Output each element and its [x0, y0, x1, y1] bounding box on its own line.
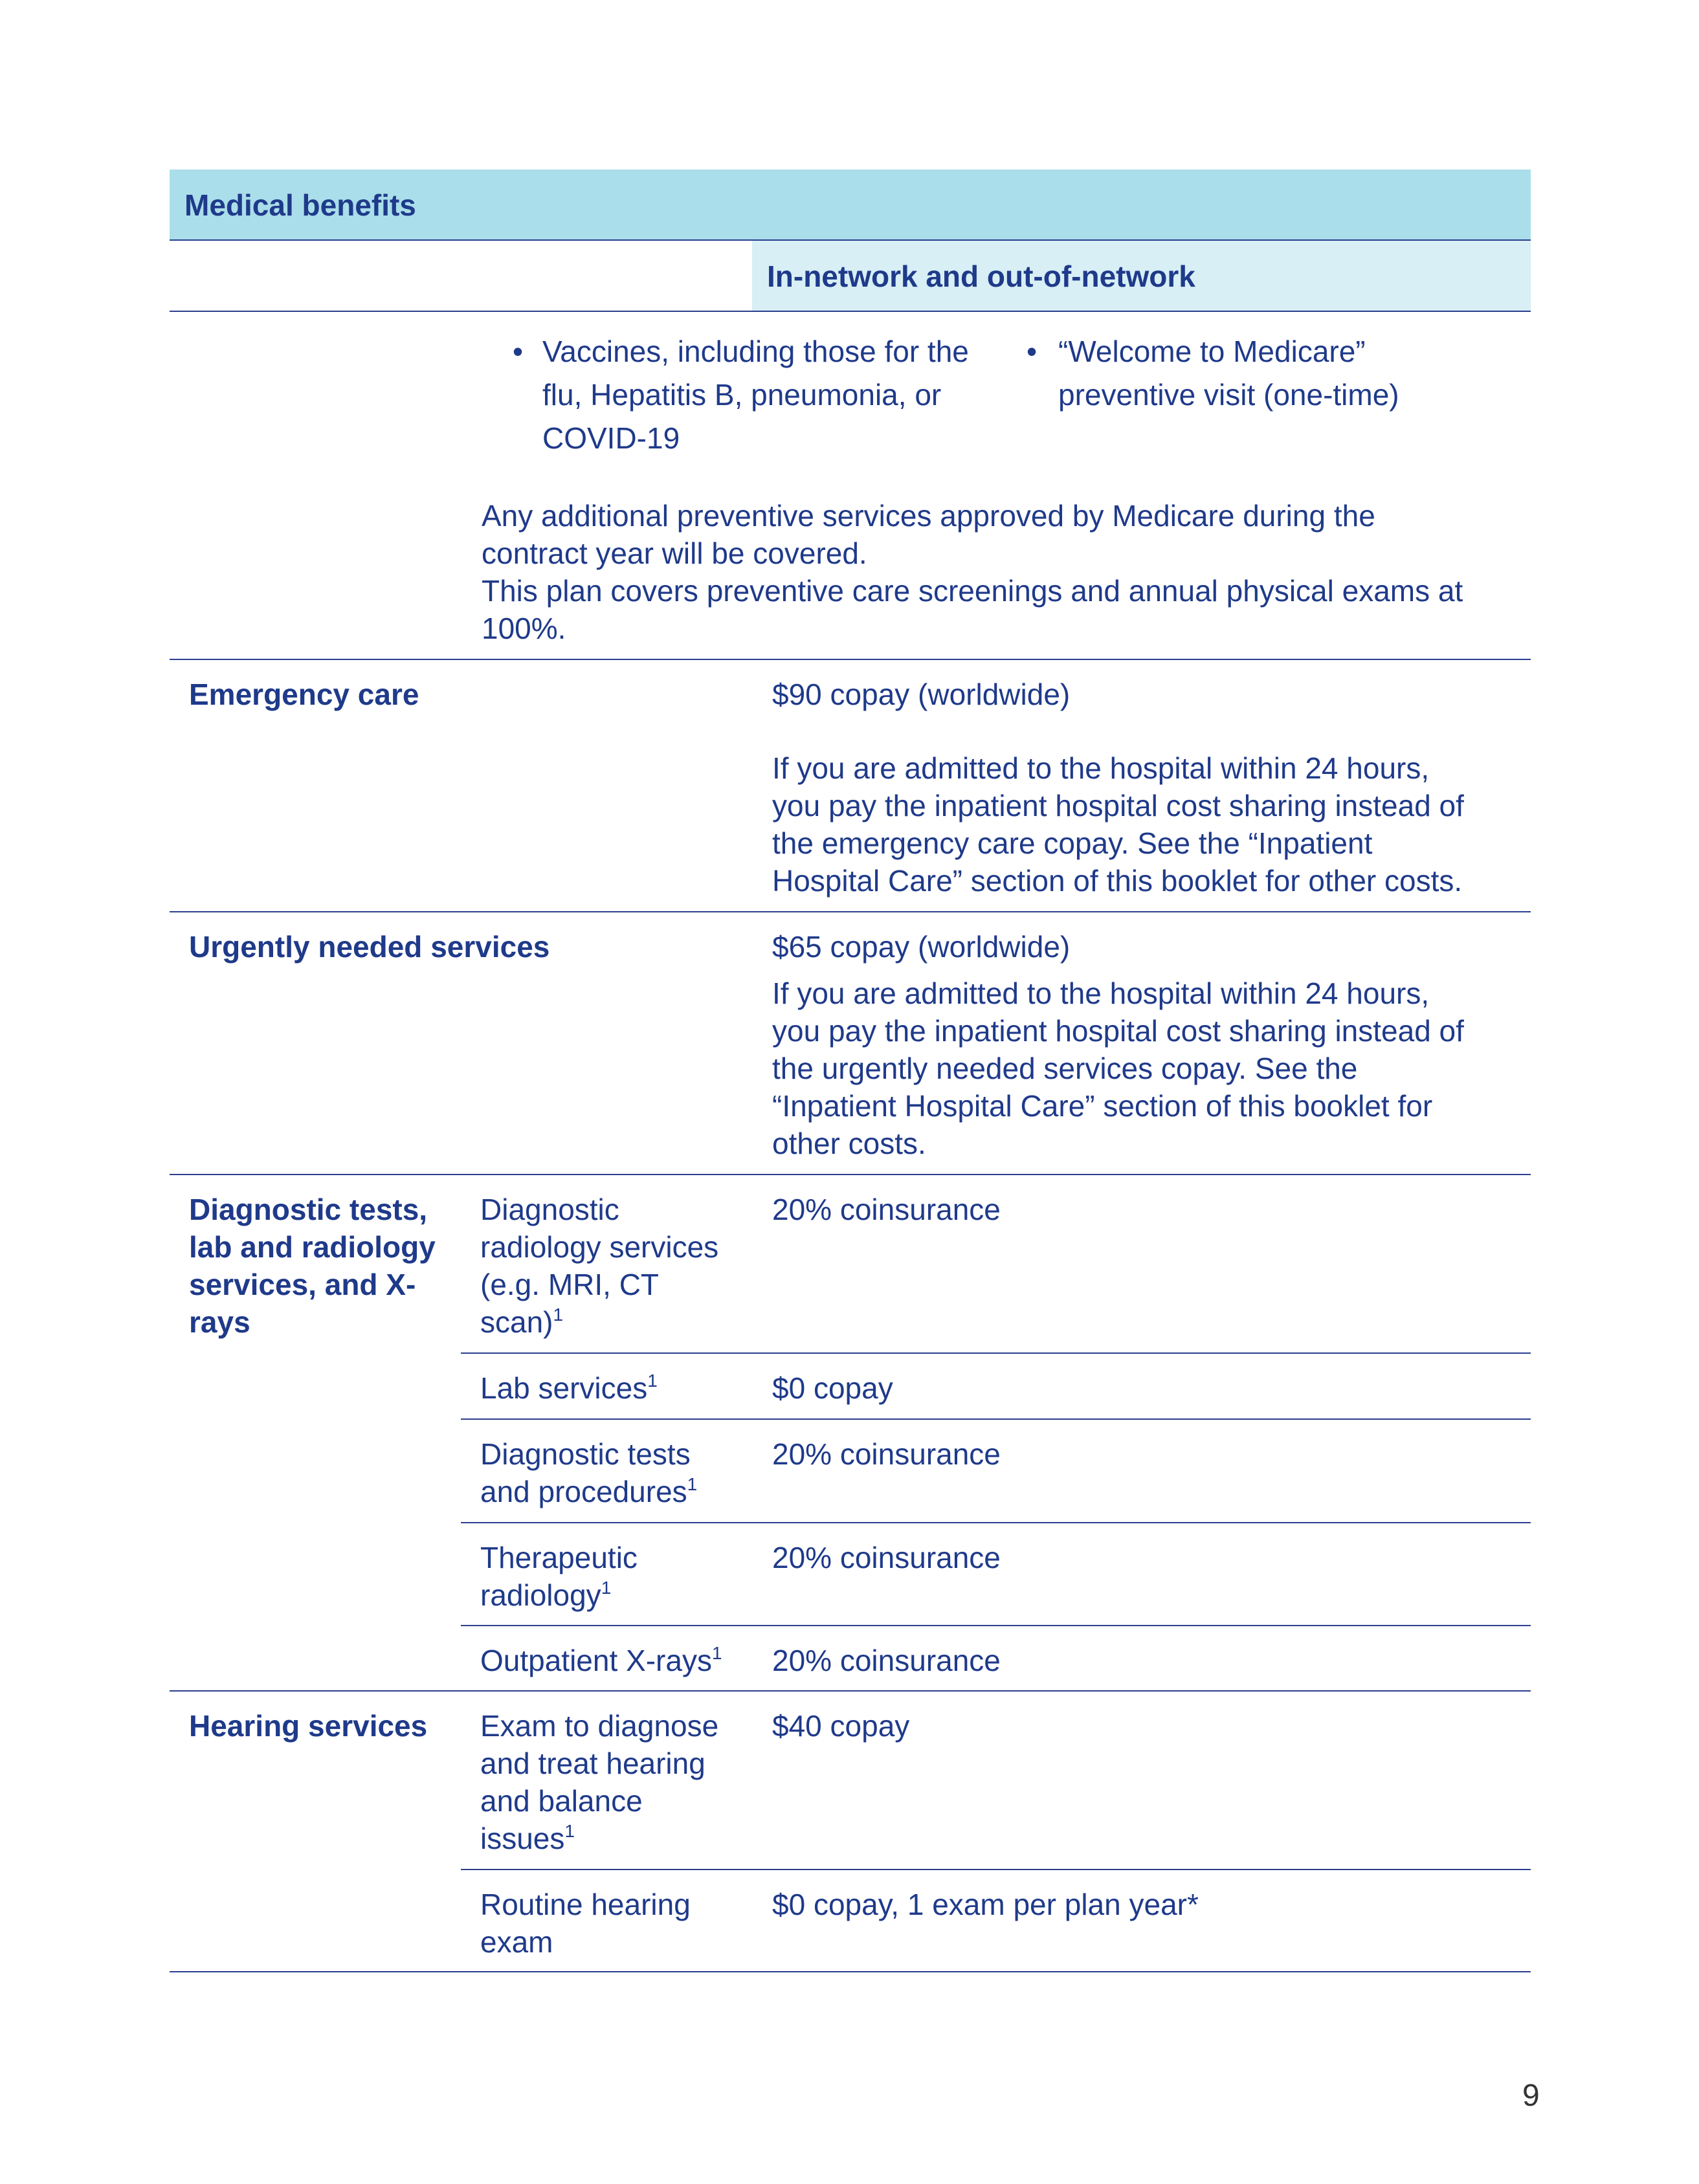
- hearing-exam-service: Exam to diagnose and treat hearing and balance issues$^1$: [480, 1709, 719, 1855]
- emergency-care-cost: $90 copay (worldwide): [772, 678, 1071, 711]
- urgent-services-cost: $65 copay (worldwide): [772, 930, 1071, 964]
- diagnostic-tests-service: Diagnostic tests and procedures$^1$: [480, 1437, 698, 1508]
- urgent-services-label: Urgently needed services: [189, 930, 550, 964]
- preventive-note: Any additional preventive services approved by Medicare during the contract year will be covered. This plan covers preventive care screenings and annual physical exams at 100%.: [482, 499, 1463, 645]
- divider: [170, 1690, 1531, 1692]
- divider: [170, 1971, 1531, 1972]
- column-header: In-network and out-of-network: [767, 259, 1195, 293]
- emergency-care-label: Emergency care: [189, 678, 419, 711]
- therapeutic-radiology-service: Therapeutic radiology$^1$: [480, 1541, 638, 1612]
- routine-hearing-service: Routine hearing exam: [480, 1888, 691, 1959]
- preventive-bullet-right: “Welcome to Medicare” preventive visit (one-time): [1058, 335, 1399, 412]
- outpatient-xrays-service: Outpatient X-rays$^1$: [480, 1642, 722, 1677]
- emergency-care-note: If you are admitted to the hospital within 24 hours, you pay the inpatient hospital cost sharing instead of the emergency care copay. See the “Inpatient Hospital Care” section of this booklet for other costs.: [772, 751, 1464, 898]
- divider: [170, 659, 1531, 660]
- hearing-services-label: Hearing services: [189, 1709, 428, 1743]
- therapeutic-radiology-cost: 20% coinsurance: [772, 1541, 1001, 1574]
- lab-services-service: Lab services$^1$: [480, 1370, 658, 1405]
- diagnostic-radiology-cost: 20% coinsurance: [772, 1193, 1001, 1226]
- divider: [461, 1625, 1531, 1626]
- divider: [170, 911, 1531, 912]
- divider: [170, 1174, 1531, 1175]
- urgent-services-note: If you are admitted to the hospital within 24 hours, you pay the inpatient hospital cost sharing instead of the urgently needed services copay. See the “Inpatient Hospital Care” section of this booklet for other costs.: [772, 976, 1464, 1160]
- routine-hearing-cost: $0 copay, 1 exam per plan year*: [772, 1888, 1199, 1921]
- bullet: •: [513, 335, 524, 368]
- bullet: •: [1027, 335, 1038, 368]
- diagnostic-tests-cost: 20% coinsurance: [772, 1437, 1001, 1471]
- page-number: 9: [1522, 2079, 1540, 2113]
- divider: [461, 1522, 1531, 1523]
- divider: [170, 311, 1531, 312]
- lab-services-cost: $0 copay: [772, 1371, 893, 1405]
- diagnostic-radiology-service: Diagnostic radiology services (e.g. MRI, CT scan)$^1$: [480, 1193, 719, 1339]
- divider: [461, 1418, 1531, 1420]
- outpatient-xrays-cost: 20% coinsurance: [772, 1644, 1001, 1677]
- divider: [461, 1352, 1531, 1354]
- diagnostic-label: Diagnostic tests, lab and radiology services, and X- rays: [189, 1193, 436, 1339]
- preventive-bullet-left: Vaccines, including those for the flu, Hepatitis B, pneumonia, or COVID-19: [542, 335, 969, 455]
- divider: [461, 1869, 1531, 1870]
- hearing-exam-cost: $40 copay: [772, 1709, 910, 1743]
- table-title: Medical benefits: [184, 188, 416, 222]
